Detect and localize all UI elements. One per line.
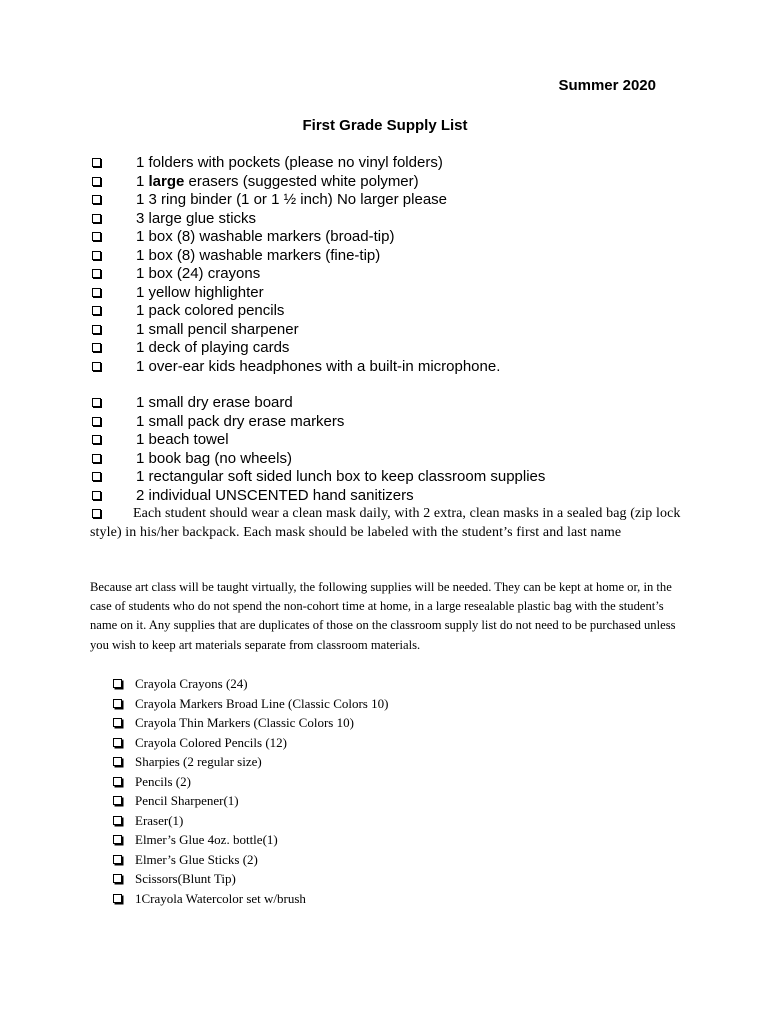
checkbox-icon	[92, 232, 101, 241]
list-item: 1 over-ear kids headphones with a built-in microphone.	[90, 358, 690, 377]
checkbox-icon	[113, 816, 122, 825]
list-item: Crayola Colored Pencils (12)	[113, 733, 613, 753]
checkbox-icon	[113, 894, 122, 903]
checkbox-icon	[92, 435, 101, 444]
list-item: 3 large glue sticks	[90, 210, 690, 229]
supply-list-1	[90, 154, 690, 376]
list-item: 1 large erasers (suggested white polymer)	[90, 173, 690, 192]
mask-note-text: Each student should wear a clean mask daily, with 2 extra, clean masks in a sealed bag (zip lock style) in his/her backpack. Each mask should be labeled with the student’s first and last name	[90, 506, 681, 540]
checkbox-icon	[113, 796, 122, 805]
list-item: 1 beach towel	[90, 431, 690, 450]
emphasis-text: large	[148, 172, 185, 190]
list-item: Elmer’s Glue Sticks (2)	[113, 850, 613, 870]
checkbox-icon	[113, 738, 122, 747]
list-item: Pencils (2)	[113, 772, 613, 792]
checkbox-icon	[92, 417, 101, 426]
checkbox-icon	[113, 699, 122, 708]
list-item: 1 yellow highlighter	[90, 284, 690, 303]
list-item: 1 book bag (no wheels)	[90, 450, 690, 469]
document-title: First Grade Supply List	[302, 117, 468, 134]
list-item: 1 folders with pockets (please no vinyl folders)	[90, 154, 690, 173]
art-note: Because art class will be taught virtually, the following supplies will be needed. They can be kept at home or, in the case of students who do not spend the non-cohort time at home, in a large resealable plastic bag with the student’s name on it. Any supplies that are duplicates of those on the classroom supply list do not need to be purchased unless you wish to keep art materials separate from classroom materials.	[90, 580, 676, 652]
checkbox-icon	[92, 195, 101, 204]
checkbox-icon	[113, 874, 122, 883]
art-supply-list	[113, 674, 613, 908]
list-item: 1 rectangular soft sided lunch box to keep classroom supplies	[90, 468, 690, 487]
list-item: Crayola Markers Broad Line (Classic Colors 10)	[113, 694, 613, 714]
checkbox-icon	[113, 855, 122, 864]
checkbox-icon	[92, 398, 101, 407]
list-item: 1 3 ring binder (1 or 1 ½ inch) No larger please	[90, 191, 690, 210]
list-item: Scissors(Blunt Tip)	[113, 869, 613, 889]
document-date: Summer 2020	[558, 77, 656, 94]
supply-list-2	[90, 394, 690, 505]
list-item: 1 small pencil sharpener	[90, 321, 690, 340]
checkbox-icon	[92, 177, 101, 186]
list-item: Sharpies (2 regular size)	[113, 752, 613, 772]
checkbox-icon	[92, 158, 101, 167]
checkbox-icon	[92, 288, 101, 297]
list-item: 2 individual UNSCENTED hand sanitizers	[90, 487, 690, 506]
list-item: 1Crayola Watercolor set w/brush	[113, 889, 613, 909]
checkbox-icon	[92, 362, 101, 371]
checkbox-icon	[92, 491, 101, 500]
list-item: 1 box (8) washable markers (broad-tip)	[90, 228, 690, 247]
list-item: Elmer’s Glue 4oz. bottle(1)	[113, 830, 613, 850]
checkbox-icon	[92, 509, 101, 518]
checkbox-icon	[92, 472, 101, 481]
list-item: Crayola Crayons (24)	[113, 674, 613, 694]
checkbox-icon	[92, 325, 101, 334]
checkbox-icon	[92, 343, 101, 352]
list-item: 1 small pack dry erase markers	[90, 413, 690, 432]
checkbox-icon	[92, 306, 101, 315]
checkbox-icon	[113, 777, 122, 786]
checkbox-icon	[92, 251, 101, 260]
checkbox-icon	[113, 679, 122, 688]
list-item: 1 box (24) crayons	[90, 265, 690, 284]
checkbox-icon	[92, 454, 101, 463]
list-item: 1 box (8) washable markers (fine-tip)	[90, 247, 690, 266]
checkbox-icon	[92, 214, 101, 223]
mask-note	[90, 504, 686, 542]
list-item: Pencil Sharpener(1)	[113, 791, 613, 811]
list-item: Eraser(1)	[113, 811, 613, 831]
list-item: 1 small dry erase board	[90, 394, 690, 413]
list-item: 1 pack colored pencils	[90, 302, 690, 321]
list-item: 1 deck of playing cards	[90, 339, 690, 358]
checkbox-icon	[113, 757, 122, 766]
list-item: Crayola Thin Markers (Classic Colors 10)	[113, 713, 613, 733]
checkbox-icon	[113, 718, 122, 727]
checkbox-icon	[113, 835, 122, 844]
checkbox-icon	[92, 269, 101, 278]
